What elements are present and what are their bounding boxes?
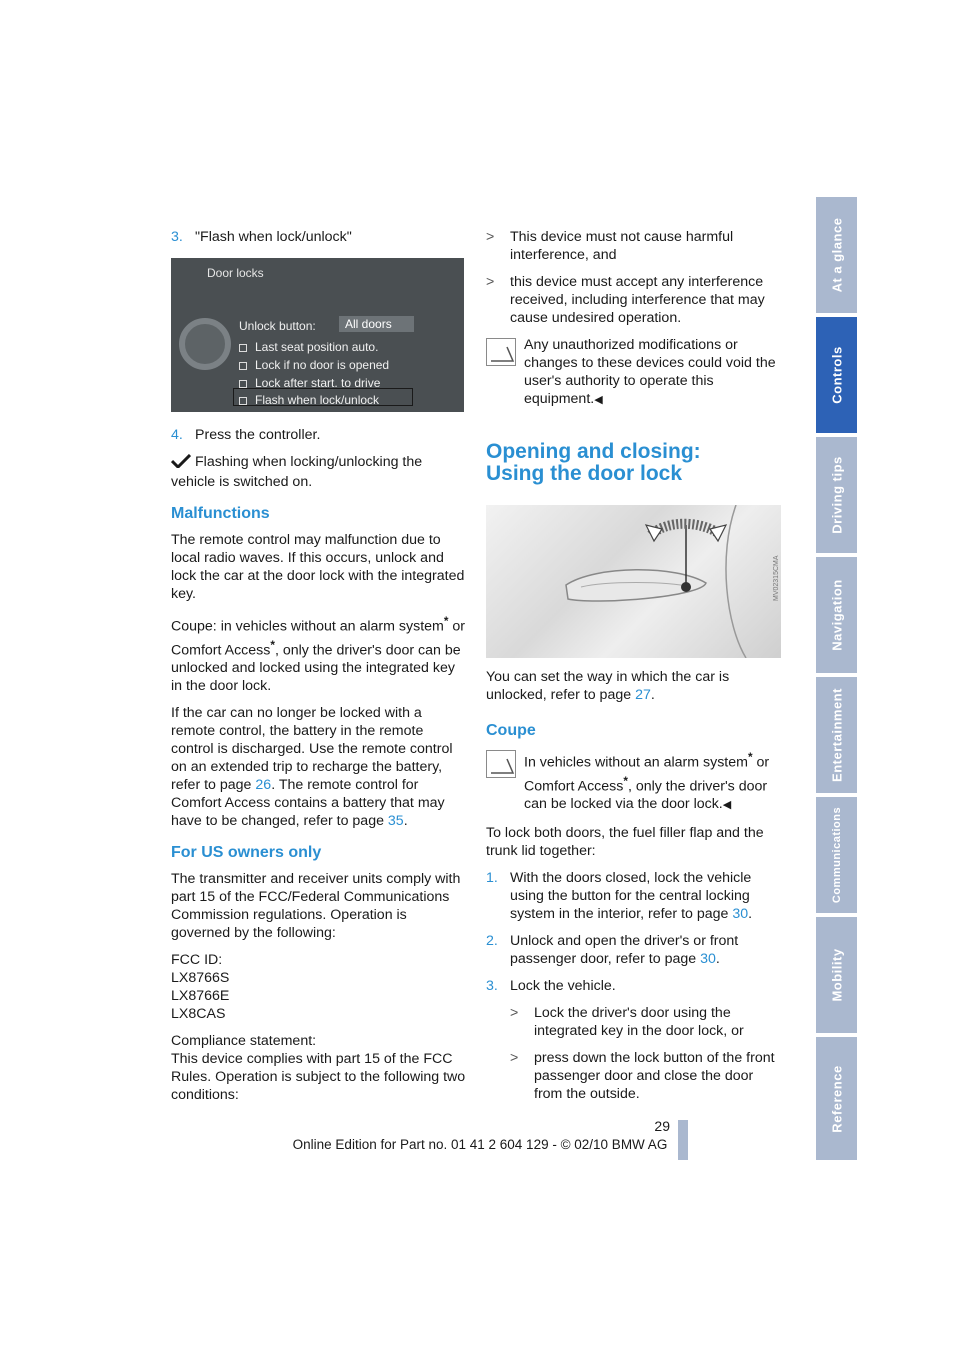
controller-knob-icon <box>179 318 231 370</box>
fcc-id: LX8766E <box>171 988 230 1005</box>
screen-option <box>239 338 378 356</box>
bullet-item <box>510 1004 782 1040</box>
left-column <box>171 228 466 1113</box>
checkbox-icon <box>239 380 247 388</box>
section-title <box>486 441 782 485</box>
page-link[interactable]: 30 <box>700 951 716 968</box>
image-code: MV02315CMA <box>773 555 780 601</box>
checkbox-icon <box>239 362 247 370</box>
screen-highlight-frame <box>233 388 413 406</box>
page-link[interactable]: 27 <box>635 687 651 703</box>
screen-unlock-value: All doors <box>339 316 414 332</box>
tab-controls[interactable]: Controls <box>816 317 857 433</box>
heading-malfunctions: Malfunctions <box>171 505 270 522</box>
fcc-id: LX8766S <box>171 970 230 987</box>
section-title-line2: Using the door lock <box>486 462 683 485</box>
item-text: With the doors closed, lock the vehicle using the button for the central locking system in the interior, refer to page 30. <box>510 870 753 923</box>
checkbox-icon <box>239 344 247 352</box>
item-text: Unlock and open the driver's or front passenger door, refer to page 30. <box>510 933 739 968</box>
section-title-line1: Opening and closing: <box>486 440 701 463</box>
end-mark: ◀ <box>594 394 603 406</box>
note-arrow-icon <box>486 750 516 778</box>
star-icon: * <box>443 614 449 628</box>
tab-entertainment[interactable]: Entertainment <box>816 677 857 793</box>
item-text: Press the controller. <box>195 427 321 443</box>
star-icon: * <box>747 750 753 764</box>
compliance-block <box>171 1032 466 1104</box>
item-text: Lock the vehicle. <box>510 978 616 995</box>
heading-coupe: Coupe <box>486 722 536 739</box>
paragraph: If the car can no longer be locked with a remote control, the battery in the remote control is discharged. Use the remote control on an extended trip to recharge the battery, refer to page 26. The remote control for Comfort Access contains a battery that may have to be changed, refer to page 35. <box>171 705 453 830</box>
bullet-text: press down the lock button of the front passenger door and close the door from the outside. <box>534 1050 775 1103</box>
page-link[interactable]: 35 <box>387 813 404 830</box>
list-item <box>171 426 466 444</box>
tab-navigation[interactable]: Navigation <box>816 557 857 673</box>
screen-option-label: Last seat position auto. <box>255 340 379 354</box>
star-icon: * <box>623 773 628 788</box>
bullet-marker: > <box>510 1005 519 1022</box>
paragraph: Coupe: in vehicles without an alarm system* or Comfort Access*, only the driver's door can be unlocked and locked using the integrated key in the door lock. <box>171 614 466 695</box>
note-arrow-icon <box>486 338 516 366</box>
tab-reference[interactable]: Reference <box>816 1037 857 1160</box>
check-text: Flashing when locking/unlocking the vehicle is switched on. <box>171 454 423 490</box>
note-text: Any unauthorized modifications or changes to these devices could void the user's authority to operate this equipment. <box>524 337 776 407</box>
bullet-text: Lock the driver's door using the integrated key in the door lock, or <box>534 1005 744 1040</box>
bullet-item <box>486 228 782 264</box>
note-block: In vehicles without an alarm system* or Comfort Access*, only the driver's door can be locked via the door lock.◀ <box>486 748 782 814</box>
item-number: 4. <box>171 427 183 443</box>
item-number: 3. <box>171 229 183 245</box>
screen-option <box>239 356 389 374</box>
page-link[interactable]: 30 <box>732 906 749 923</box>
footer-text: Online Edition for Part no. 01 41 2 604 129 - © 02/10 BMW AG <box>292 1137 668 1152</box>
paragraph: You can set the way in which the car is unlocked, refer to page 27. <box>486 669 730 703</box>
idrive-screen-image <box>171 258 464 412</box>
list-item <box>486 869 782 923</box>
bullet-text: this device must accept any interference received, including interference that may cause undesired operation. <box>510 274 765 326</box>
bullet-marker: > <box>510 1050 519 1067</box>
bullet-item <box>510 1049 782 1103</box>
star-icon: * <box>270 637 275 652</box>
heading-us-owners: For US owners only <box>171 844 322 862</box>
end-mark: ◀ <box>722 799 732 812</box>
checkmark-icon <box>171 454 195 473</box>
bullet-marker: > <box>486 274 495 290</box>
item-text: "Flash when lock/unlock" <box>195 229 352 245</box>
bullet-marker: > <box>486 229 495 245</box>
tab-communications[interactable]: Communications <box>816 797 857 913</box>
check-paragraph <box>171 453 466 491</box>
list-item <box>171 228 466 246</box>
screen-option-label: Lock if no door is opened <box>255 358 390 372</box>
item-number: 3. <box>486 978 498 995</box>
list-item <box>486 977 782 995</box>
page-number: 29 <box>654 1118 670 1134</box>
tab-mobility[interactable]: Mobility <box>816 917 857 1033</box>
bullet-text: This device must not cause harmful interference, and <box>510 229 734 263</box>
fcc-label: FCC ID: <box>171 952 223 969</box>
door-handle-illustration <box>486 505 781 658</box>
page-link[interactable]: 26 <box>255 777 272 794</box>
tab-at-a-glance[interactable]: At a glance <box>816 197 857 313</box>
paragraph: The transmitter and receiver units comply with part 15 of the FCC/Federal Communications Commission regulations. Operation is governed by the following: <box>171 871 461 942</box>
item-number: 2. <box>486 933 498 950</box>
list-item <box>486 932 782 968</box>
screen-option-label: Lock after start. to drive <box>255 376 381 390</box>
screen-unlock-label: Unlock button: <box>239 319 316 333</box>
bullet-item <box>486 273 782 327</box>
compliance-text: This device complies with part 15 of the FCC Rules. Operation is subject to the following two conditions: <box>171 1051 466 1104</box>
door-handle-image <box>486 505 781 658</box>
fcc-id: LX8CAS <box>171 1006 226 1023</box>
tab-driving-tips[interactable]: Driving tips <box>816 437 857 553</box>
item-number: 1. <box>486 870 498 887</box>
compliance-label: Compliance statement: <box>171 1033 317 1050</box>
screen-option-label: Flash when lock/unlock <box>255 393 380 407</box>
paragraph: The remote control may malfunction due to local radio waves. If this occurs, unlock and lock the car at the door lock with the integrated key. <box>171 532 465 602</box>
paragraph: To lock both doors, the fuel filler flap and the trunk lid together: <box>486 825 764 860</box>
right-column <box>486 228 782 1112</box>
fcc-block <box>171 951 466 1023</box>
chapter-tabs <box>816 197 857 1160</box>
note-block <box>486 336 782 409</box>
screen-title: Door locks <box>207 266 264 280</box>
